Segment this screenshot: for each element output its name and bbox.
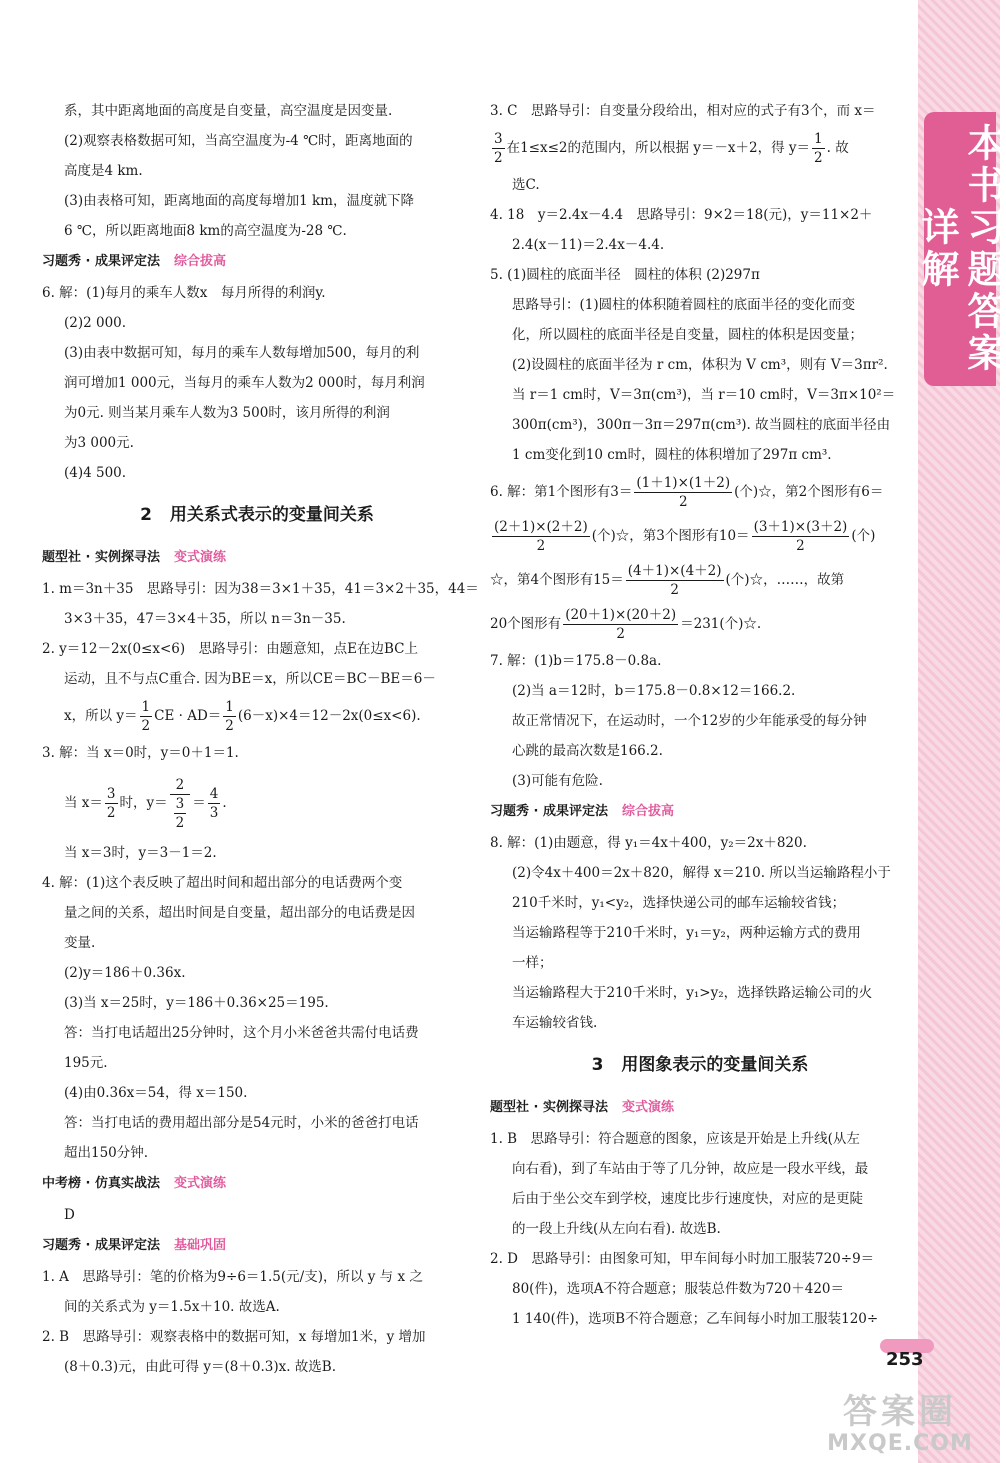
text-line: 向右看)，到了车站由于等了几分钟，故应是一段水平线，最 bbox=[512, 1161, 869, 1177]
fraction bbox=[105, 785, 118, 822]
text-line: 后由于坐公交车到学校，速度比步行速度快，对应的是更陡 bbox=[512, 1191, 863, 1207]
numerator: 1 bbox=[141, 699, 151, 715]
fraction bbox=[208, 785, 221, 822]
section-header bbox=[42, 246, 472, 278]
header-tag: 基础巩固 bbox=[174, 1238, 227, 1253]
formula-part: (个)☆，……，故第 bbox=[725, 572, 845, 588]
denominator: 2 bbox=[494, 150, 503, 166]
denominator: 2 bbox=[678, 494, 688, 510]
formula-line bbox=[490, 514, 910, 558]
text-line: (2)2 000. bbox=[64, 315, 127, 331]
text-line: 车运输较省钱. bbox=[512, 1015, 598, 1031]
text-line: 高度是4 km. bbox=[64, 163, 143, 179]
formula-part: (6－x)×4＝12－2x(0≤x<6). bbox=[237, 708, 421, 724]
text-line: (3)由表中数据可知，每月的乘车人数每增加500，每月的利 bbox=[64, 345, 420, 361]
text-line: 变量. bbox=[64, 935, 96, 951]
formula-part: . 故 bbox=[826, 140, 849, 156]
text-line: (2)令4x＋400＝2x＋820，解得 x＝210. 所以当运输路程小于 bbox=[512, 865, 891, 881]
right-column bbox=[490, 96, 910, 1334]
text-line: 为3 000元. bbox=[64, 435, 134, 451]
text-line: 答：当打电话的费用超出部分是54元时，小米的爸爸打电话 bbox=[64, 1115, 419, 1131]
text-line: 当 r＝1 cm时，V＝3π(cm³)，当 r＝10 cm时，V＝3π×10²＝ bbox=[512, 387, 896, 403]
watermark-text: 答案圈 bbox=[843, 1392, 957, 1432]
denominator: 2 bbox=[175, 814, 185, 831]
formula-part: (个) bbox=[851, 528, 876, 544]
formula-part: CE · AD＝ bbox=[154, 708, 222, 724]
section-number: 3 bbox=[591, 1055, 604, 1075]
text-line: 2. y＝12－2x(0≤x<6) 思路导引：由题意知，点E在边BC上 bbox=[42, 641, 418, 657]
watermark-url: MXQE.COM bbox=[827, 1431, 973, 1456]
text-line: 1 140(件)，选项B不符合题意；乙车间每小时加工服装120÷ bbox=[512, 1311, 879, 1327]
formula-line bbox=[42, 694, 472, 738]
text-line: 1 cm变化到10 cm时，圆柱的体积增加了297π cm³. bbox=[512, 447, 832, 463]
text-line: 80(件)，选项A不符合题意；服装总件数为720＋420＝ bbox=[512, 1281, 844, 1297]
text-line: (2)设圆柱的底面半径为 r cm，体积为 V cm³，则有 V＝3πr². bbox=[512, 357, 888, 373]
text-line: 1. m＝3n＋35 思路导引：因为38＝3×1＋35，41＝3×2＋35，44＝ bbox=[42, 581, 479, 597]
fraction bbox=[492, 130, 505, 167]
text-line: 润可增加1 000元，当每月的乘车人数为2 000时，每月利润 bbox=[64, 375, 425, 391]
text-line: 思路导引：(1)圆柱的体积随着圆柱的底面半径的变化而变 bbox=[512, 297, 856, 313]
text-line: D bbox=[64, 1207, 75, 1223]
text-line: 210千米时，y₁<y₂，选择快递公司的邮车运输较省钱； bbox=[512, 895, 846, 911]
text-line: (2)当 a＝12时，b＝175.8－0.8×12＝166.2. bbox=[512, 683, 796, 699]
text-line: 系，其中距离地面的高度是自变量，高空温度是因变量. bbox=[64, 103, 393, 119]
text-line: (3)可能有危险. bbox=[512, 773, 603, 789]
text-line: 间的关系式为 y＝1.5x＋10. 故选A. bbox=[64, 1299, 280, 1315]
text-line: (2)y＝186＋0.36x. bbox=[64, 965, 186, 981]
formula-line bbox=[490, 470, 910, 514]
header-label: 习题秀 · 成果评定法 bbox=[42, 254, 160, 269]
text-line: 3. 解：当 x＝0时，y＝0＋1＝1. bbox=[42, 745, 239, 761]
text-line: 7. 解：(1)b＝175.8－0.8a. bbox=[490, 653, 662, 669]
formula-part: 6. 解：第1个图形有3＝ bbox=[490, 484, 633, 500]
fraction bbox=[626, 562, 724, 599]
formula-part: x，所以 y＝ bbox=[64, 708, 138, 724]
numerator: (20＋1)×(20＋2) bbox=[565, 607, 677, 623]
watermark bbox=[800, 1392, 1000, 1458]
text-line: 运动，且不与点C重合. 因为BE＝x，所以CE＝BC－BE＝6－ bbox=[64, 671, 436, 687]
fraction bbox=[170, 776, 191, 832]
text-line: (3)当 x＝25时，y＝186＋0.36×25＝195. bbox=[64, 995, 329, 1011]
text-line: (4)由0.36x＝54，得 x＝150. bbox=[64, 1085, 248, 1101]
text-line: 6. 解：(1)每月的乘车人数x 每月所得的利润y. bbox=[42, 285, 326, 301]
text-line: 300π(cm³)，300π－3π＝297π(cm³). 故当圆柱的底面半径由 bbox=[512, 417, 891, 433]
text-line: 量之间的关系，超出时间是自变量，超出部分的电话费是因 bbox=[64, 905, 415, 921]
text-line: 3. C 思路导引：自变量分段给出，相对应的式子有3个，而 x＝ bbox=[490, 103, 876, 119]
fraction bbox=[812, 130, 825, 167]
denominator: 2 bbox=[616, 626, 625, 642]
numerator: (1＋1)×(1＋2) bbox=[636, 475, 731, 491]
denominator bbox=[170, 795, 191, 832]
numerator: (2＋1)×(2＋2) bbox=[494, 519, 588, 535]
text-line: 4. 18 y＝2.4x－4.4 思路导引：9×2＝18(元)，y＝11×2＋ bbox=[490, 207, 873, 223]
text-line: 故正常情况下，在运动时，一个12岁的少年能承受的每分钟 bbox=[512, 713, 867, 729]
text-line: 4. 解：(1)这个表反映了超出时间和超出部分的电话费两个变 bbox=[42, 875, 403, 891]
text-line: 当 x＝3时，y＝3－1＝2. bbox=[64, 845, 217, 861]
text-line: (8＋0.3)元，由此可得 y＝(8＋0.3)x. 故选B. bbox=[64, 1359, 337, 1375]
formula-line bbox=[490, 558, 910, 602]
numerator: 2 bbox=[170, 776, 191, 795]
formula-line bbox=[42, 768, 472, 838]
section-header bbox=[42, 542, 472, 574]
section-title bbox=[490, 1038, 910, 1092]
denominator: 2 bbox=[536, 538, 546, 554]
text-line: 当运输路程大于210千米时，y₁>y₂，选择铁路运输公司的火 bbox=[512, 985, 873, 1001]
fraction bbox=[563, 606, 678, 643]
text-line: 2. D 思路导引：由图象可知，甲车间每小时加工服装720÷9＝ bbox=[490, 1251, 875, 1267]
numerator: 3 bbox=[494, 131, 503, 147]
section-header bbox=[490, 796, 910, 828]
text-line: (3)由表格可知，距离地面的高度每增加1 km，温度就下降 bbox=[64, 193, 414, 209]
denominator: 2 bbox=[225, 718, 234, 734]
header-tag: 变式演练 bbox=[174, 550, 227, 565]
formula-part: 时，y＝ bbox=[119, 795, 168, 811]
section-number: 2 bbox=[140, 505, 152, 525]
text-line: (2)观察表格数据可知，当高空温度为-4 ℃时，距离地面的 bbox=[64, 133, 413, 149]
text-line: 2. B 思路导引：观察表格中的数据可知，x 每增加1米，y 增加 bbox=[42, 1329, 426, 1345]
section-header bbox=[490, 1092, 910, 1124]
text-line: 2.4(x－11)＝2.4x－4.4. bbox=[512, 237, 665, 253]
header-label: 习题秀 · 成果评定法 bbox=[490, 804, 608, 819]
formula-part: (个)☆，第2个图形有6＝ bbox=[734, 484, 884, 500]
text-line: (4)4 500. bbox=[64, 465, 127, 481]
text-line: 化，所以圆柱的底面半径是自变量，圆柱的体积是因变量； bbox=[512, 327, 863, 343]
text-line: 的一段上升线(从左向右看). 故选B. bbox=[512, 1221, 721, 1237]
formula-part: 20个图形有 bbox=[490, 616, 562, 632]
fraction bbox=[492, 518, 590, 555]
text-line: 195元. bbox=[64, 1055, 108, 1071]
formula-line bbox=[490, 126, 910, 170]
text-line: 5. (1)圆柱的底面半径 圆柱的体积 (2)297π bbox=[490, 267, 760, 283]
fraction bbox=[752, 518, 850, 555]
text-line: 为0元. 则当某月乘车人数为3 500时，该月所得的利润 bbox=[64, 405, 390, 421]
numerator: 1 bbox=[225, 699, 234, 715]
text-line: 1. A 思路导引：笔的价格为9÷6＝1.5(元/支)，所以 y 与 x 之 bbox=[42, 1269, 423, 1285]
numerator: 1 bbox=[814, 131, 823, 147]
header-label: 习题秀 · 成果评定法 bbox=[42, 1238, 160, 1253]
formula-part: (个)☆，第3个图形有10＝ bbox=[591, 528, 750, 544]
text-line: 心跳的最高次数是166.2. bbox=[512, 743, 663, 759]
text-line: 一样； bbox=[512, 955, 553, 971]
section-header bbox=[42, 1230, 472, 1262]
denominator: 2 bbox=[814, 150, 823, 166]
header-label: 题型社 · 实例探寻法 bbox=[42, 550, 160, 565]
section-title-text: 用图象表示的变量间关系 bbox=[621, 1055, 809, 1075]
text-line: 3×3＋35，47＝3×4＋35，所以 n＝3n－35. bbox=[64, 611, 346, 627]
section-header bbox=[42, 1168, 472, 1200]
denominator: 2 bbox=[106, 805, 116, 821]
numerator: (3＋1)×(3＋2) bbox=[753, 519, 848, 535]
fraction bbox=[634, 474, 732, 511]
numerator: 3 bbox=[175, 795, 185, 812]
section-title bbox=[42, 488, 472, 542]
text-line: 8. 解：(1)由题意，得 y₁＝4x＋400，y₂＝2x＋820. bbox=[490, 835, 807, 851]
formula-part: ＝ bbox=[192, 795, 206, 811]
header-tag: 综合拔高 bbox=[174, 254, 227, 269]
side-tab-label: 本书习题答案详解 bbox=[924, 112, 996, 386]
formula-part: . bbox=[222, 795, 227, 811]
section-title-text: 用关系式表示的变量间关系 bbox=[169, 505, 374, 525]
page-number bbox=[880, 1345, 950, 1379]
header-tag: 综合拔高 bbox=[622, 804, 675, 819]
denominator: 2 bbox=[796, 538, 805, 554]
numerator: 4 bbox=[209, 786, 219, 802]
formula-part: ☆，第4个图形有15＝ bbox=[490, 572, 624, 588]
denominator: 2 bbox=[670, 582, 679, 598]
header-label: 题型社 · 实例探寻法 bbox=[490, 1100, 608, 1115]
text-line: 答：当打电话超出25分钟时，这个月小米爸爸共需付电话费 bbox=[64, 1025, 419, 1041]
header-tag: 变式演练 bbox=[174, 1176, 227, 1191]
left-column bbox=[42, 96, 479, 1382]
header-tag: 变式演练 bbox=[622, 1100, 675, 1115]
fraction bbox=[174, 795, 187, 832]
formula-line bbox=[490, 602, 910, 646]
text-line: 当运输路程等于210千米时，y₁＝y₂，两种运输方式的费用 bbox=[512, 925, 861, 941]
numerator: 3 bbox=[106, 786, 116, 802]
formula-part: ＝231(个)☆. bbox=[680, 616, 762, 632]
formula-part: 当 x＝ bbox=[64, 795, 103, 811]
denominator: 3 bbox=[209, 805, 219, 821]
header-label: 中考榜 · 仿真实战法 bbox=[42, 1176, 160, 1191]
fraction bbox=[223, 698, 236, 735]
text-line: 1. B 思路导引：符合题意的图象，应该是开始是上升线(从左 bbox=[490, 1131, 860, 1147]
page-number-text: 253 bbox=[886, 1349, 924, 1370]
fraction bbox=[140, 698, 153, 735]
numerator: (4＋1)×(4＋2) bbox=[627, 563, 722, 579]
text-line: 选C. bbox=[512, 177, 540, 193]
text-line: 6 ℃，所以距离地面8 km的高空温度为-28 ℃. bbox=[64, 223, 347, 239]
formula-part: 在1≤x≤2的范围内，所以根据 y＝－x＋2，得 y＝ bbox=[506, 140, 811, 156]
denominator: 2 bbox=[141, 718, 151, 734]
text-line: 超出150分钟. bbox=[64, 1145, 149, 1161]
